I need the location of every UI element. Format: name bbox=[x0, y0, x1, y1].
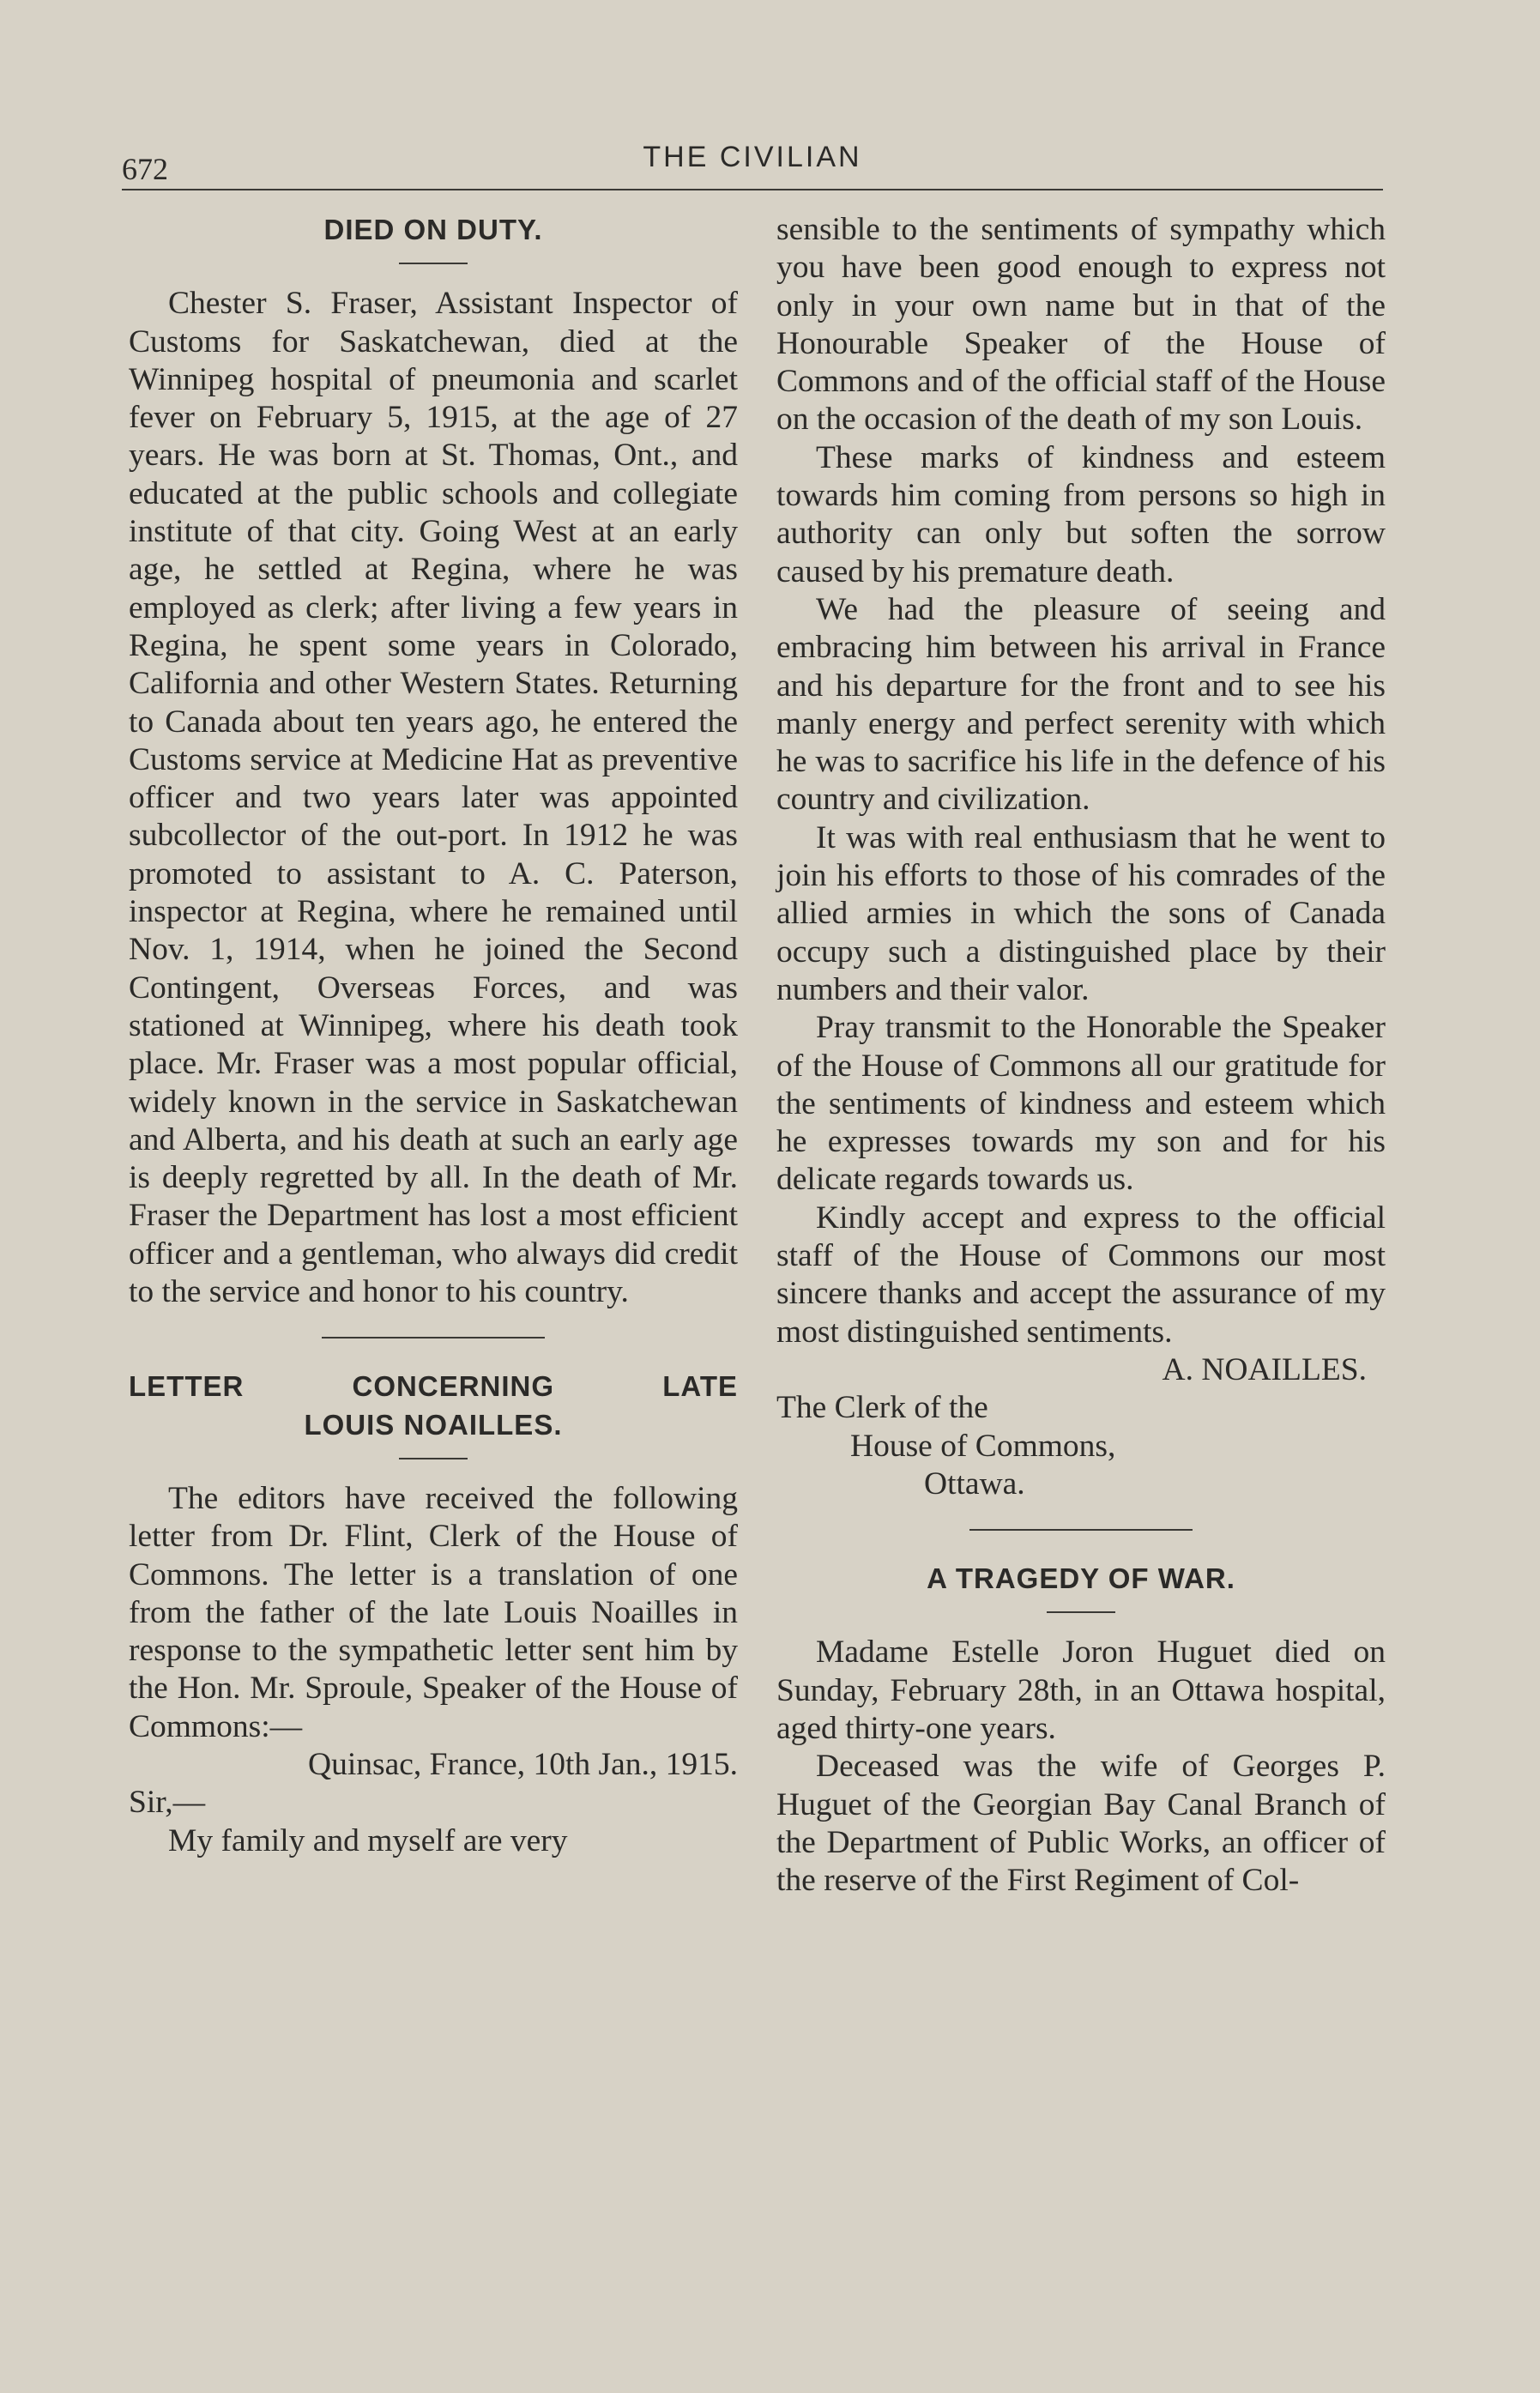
page-header bbox=[122, 136, 1383, 187]
letter-paragraph: We had the pleasure of seeing and embracing him between his arrival in France and his departure for the front and to see his manly energy and perfect serenity with which he was to sacrifice his life in the defence of his country and civilization. bbox=[776, 591, 1386, 818]
letter-salutation: Sir,— bbox=[129, 1785, 206, 1821]
short-rule bbox=[1047, 1611, 1115, 1613]
letter-continuation bbox=[776, 211, 1386, 1503]
header-rule bbox=[122, 189, 1383, 190]
address-line: Ottawa. bbox=[924, 1465, 1025, 1502]
article-heading-line-2: LOUIS NOAILLES. bbox=[304, 1408, 563, 1441]
right-column bbox=[776, 211, 1386, 1900]
letter-paragraph: Kindly accept and express to the official staff of the House of Commons our most sincere thanks and accept the assurance of my most distinguished sentiments. bbox=[776, 1200, 1386, 1350]
section-divider bbox=[322, 1337, 545, 1339]
letter-signature: A. NOAILLES. bbox=[1162, 1351, 1367, 1387]
short-rule bbox=[399, 1458, 468, 1459]
left-column bbox=[129, 211, 738, 1860]
article-letter-noailles bbox=[129, 1368, 738, 1860]
address-line: House of Commons, bbox=[850, 1428, 1116, 1464]
page-number: 672 bbox=[122, 152, 168, 186]
article-paragraph: Deceased was the wife of Georges P. Huguet of the Georgian Bay Canal Branch of the Department of Public Works, an officer of the reserve of the First Regiment of Col- bbox=[776, 1749, 1386, 1899]
article-paragraph: Chester S. Fraser, Assistant Inspector of Customs for Saskatchewan, died at the Winnipeg hospital of pneumonia and scarlet fever on February 5, 1915, at the age of 27 years. He was born at St. Thomas, Ont., and educated at the public schools and collegiate institute of that city. Going West at an early age, he settled at Regina, where he was employed as clerk; after living a few years in Regina, he spent some years in Colorado, California and other Western States. Returning to Canada about ten years ago, he entered the Customs service at Medicine Hat as preventive officer and two years later was appointed subcollector of the out-port. In 1912 he was promoted to assistant to A. C. Paterson, inspector at Regina, where he remained until Nov. 1, 1914, when he joined the Second Contingent, Overseas Forces, and was stationed at Winnipeg, where his death took place. Mr. Fraser was a most popular official, widely known in the service in Saskatchewan and Alberta, and his death at such an early age is deeply regretted by all. In the death of Mr. Fraser the Department has lost a most efficient officer and a gentleman, who always did credit to the service and honor to his country. bbox=[129, 286, 738, 1310]
article-intro: The editors have received the following letter from Dr. Flint, Clerk of the House of Commons. The letter is a translation of one from the father of the late Louis Noailles in response to the sympathetic letter sent him by the Hon. Mr. Sproule, Speaker of the House of Commons:— bbox=[129, 1480, 738, 1744]
address-line: The Clerk of the bbox=[776, 1390, 988, 1426]
letter-paragraph: Pray transmit to the Honorable the Speaker of the House of Commons all our gratitude for the sentiments of kindness and esteem which he expresses towards my son and for his delicate regards towards us. bbox=[776, 1010, 1386, 1198]
article-heading-line-1: LETTER CONCERNING LATE bbox=[129, 1370, 738, 1403]
article-tragedy-of-war bbox=[776, 1560, 1386, 1900]
article-paragraph: Madame Estelle Joron Huguet died on Sunday, February 28th, in an Ottawa hospital, aged thirty-one years. bbox=[776, 1635, 1386, 1746]
letter-dateline: Quinsac, France, 10th Jan., 1915. bbox=[308, 1746, 738, 1782]
letter-paragraph: These marks of kindness and esteem towards him coming from persons so high in authority can only but soften the sorrow caused by his premature death. bbox=[776, 439, 1386, 589]
section-divider bbox=[969, 1529, 1193, 1531]
article-died-on-duty bbox=[129, 211, 738, 1311]
running-title: THE CIVILIAN bbox=[643, 141, 862, 173]
letter-paragraph: It was with real enthusiasm that he went to join his efforts to those of his comrades of the allied armies in which the sons of Canada occupy such a distinguished place by their numbers and their valor. bbox=[776, 819, 1386, 1007]
article-heading: DIED ON DUTY. bbox=[323, 214, 543, 245]
article-heading: A TRAGEDY OF WAR. bbox=[927, 1562, 1235, 1595]
letter-paragraph: My family and myself are very bbox=[168, 1822, 568, 1858]
short-rule bbox=[399, 263, 468, 264]
letter-paragraph: sensible to the sentiments of sympathy which you have been good enough to express not only in your own name but in that of the Honourable Speaker of the House of Commons and of the official staff of the House on the occasion of the death of my son Louis. bbox=[776, 212, 1386, 438]
